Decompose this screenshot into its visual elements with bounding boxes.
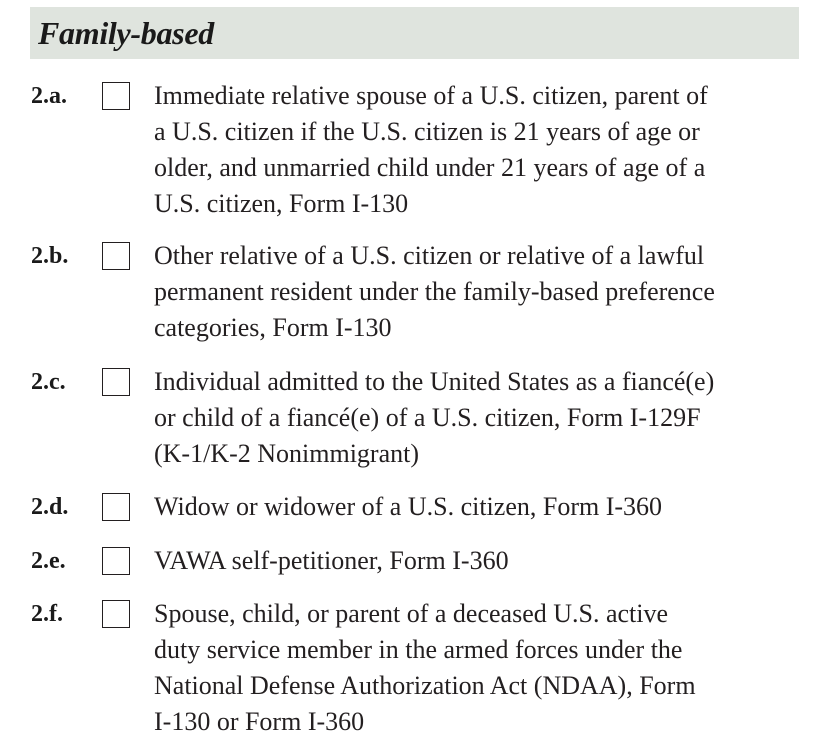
item-text-line: categories, Form I-130 bbox=[154, 313, 392, 342]
checkbox-2a[interactable] bbox=[102, 82, 130, 110]
item-text-line: Other relative of a U.S. citizen or relative of a lawful bbox=[154, 241, 705, 270]
item-text-line: U.S. citizen, Form I-130 bbox=[154, 189, 409, 218]
checkbox-2c[interactable] bbox=[102, 368, 130, 396]
item-text-line: older, and unmarried child under 21 years of age of a bbox=[154, 153, 706, 182]
checkbox-2d[interactable] bbox=[102, 493, 130, 521]
item-text-line: I-130 or Form I-360 bbox=[154, 707, 365, 736]
item-text-line: duty service member in the armed forces under the bbox=[154, 635, 683, 664]
item-text-line: National Defense Authorization Act (NDAA), Form bbox=[154, 671, 696, 700]
item-number: 2.c. bbox=[31, 369, 66, 395]
section-title: Family-based bbox=[38, 15, 214, 51]
checkbox-2b[interactable] bbox=[102, 242, 130, 270]
item-text-line: Individual admitted to the United States as a fiancé(e) bbox=[154, 367, 715, 396]
item-text-line: Immediate relative spouse of a U.S. citizen, parent of bbox=[154, 81, 708, 110]
item-text bbox=[154, 543, 814, 579]
item-text bbox=[154, 489, 814, 525]
item-text-line: Spouse, child, or parent of a deceased U.S. active bbox=[154, 599, 669, 628]
item-number: 2.e. bbox=[31, 548, 66, 574]
item-text-line: permanent resident under the family-based preference bbox=[154, 277, 715, 306]
item-text bbox=[154, 364, 814, 472]
item-text-line: (K-1/K-2 Nonimmigrant) bbox=[154, 439, 420, 468]
item-number: 2.d. bbox=[31, 494, 69, 520]
item-number: 2.b. bbox=[31, 243, 69, 269]
item-text-line: VAWA self-petitioner, Form I-360 bbox=[154, 546, 509, 575]
checkbox-2e[interactable] bbox=[102, 547, 130, 575]
checkbox-2f[interactable] bbox=[102, 600, 130, 628]
item-number: 2.f. bbox=[31, 601, 63, 627]
item-text bbox=[154, 596, 814, 740]
item-text-line: a U.S. citizen if the U.S. citizen is 21 years of age or bbox=[154, 117, 700, 146]
item-text bbox=[154, 78, 814, 222]
item-number: 2.a. bbox=[31, 83, 67, 109]
item-text-line: Widow or widower of a U.S. citizen, Form I-360 bbox=[154, 492, 663, 521]
item-text-line: or child of a fiancé(e) of a U.S. citizen, Form I-129F bbox=[154, 403, 701, 432]
section-header bbox=[30, 7, 799, 59]
item-text bbox=[154, 238, 814, 346]
